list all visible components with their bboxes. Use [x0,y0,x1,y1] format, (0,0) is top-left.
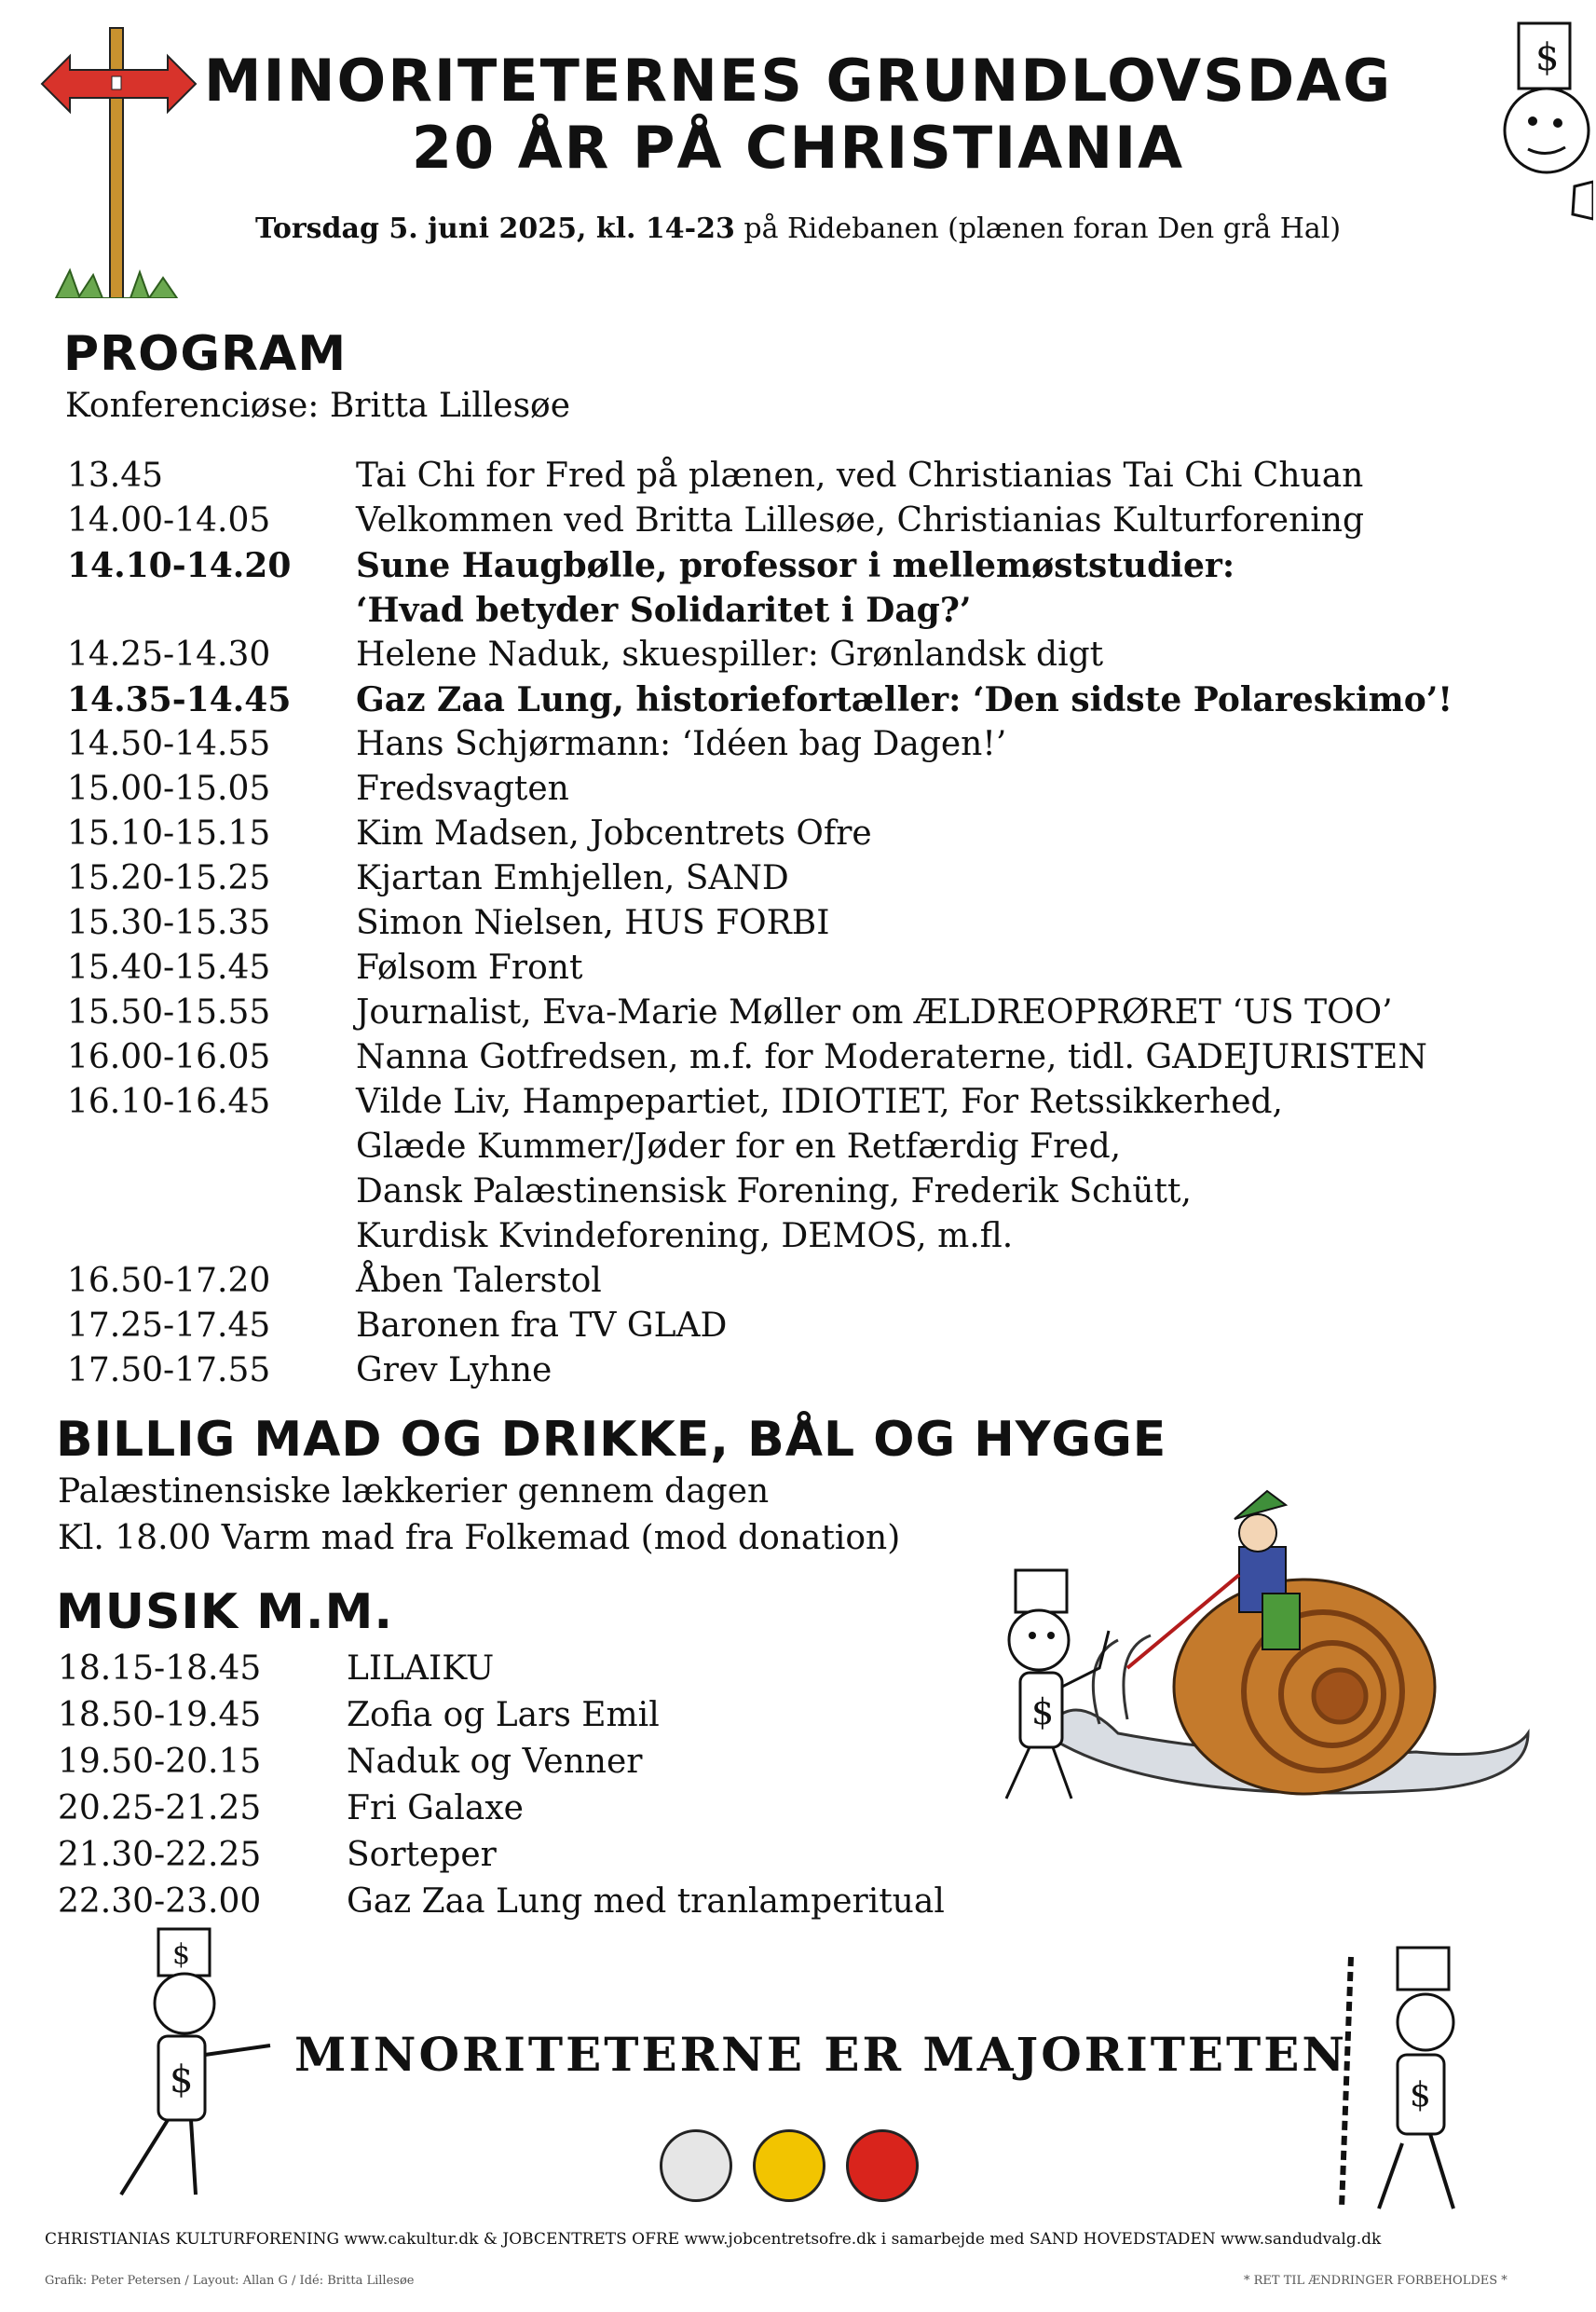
music-row-text: Fri Galaxe [347,1789,524,1827]
program-heading: PROGRAM [63,326,348,382]
program-row-time: 15.50-15.55 [67,993,271,1032]
program-row-text: Kjartan Emhjellen, SAND [356,859,789,897]
footer-disclaimer: * RET TIL ÆNDRINGER FORBEHOLDES * [1244,2274,1507,2288]
music-row-text: Sorteper [347,1836,497,1874]
event-location: på Ridebanen (plænen foran Den grå Hal) [734,212,1342,245]
program-row-text: Velkommen ved Britta Lillesøe, Christianias Kulturforening [356,501,1365,540]
program-host: Konferenciøse: Britta Lillesøe [65,387,571,425]
food-line-2: Kl. 18.00 Varm mad fra Folkemad (mod donation) [58,1519,901,1557]
program-row-text: Gaz Zaa Lung, historiefortæller: ‘Den sidste Polareskimo’! [356,680,1453,719]
program-row-text: Dansk Palæstinensisk Forening, Frederik Schütt, [356,1172,1192,1211]
music-row-time: 19.50-20.15 [58,1743,262,1781]
music-row-text: Gaz Zaa Lung med tranlamperitual [347,1882,945,1921]
program-row-text: Helene Naduk, skuespiller: Grønlandsk digt [356,636,1104,674]
music-row-time: 22.30-23.00 [58,1882,262,1921]
christiania-kulturforening-logo [846,2129,919,2202]
music-row-time: 18.50-19.45 [58,1696,262,1734]
pointing-figure-illustration [56,1924,280,2204]
program-row-text: Kurdisk Kvindeforening, DEMOS, m.fl. [356,1217,1014,1255]
svg-text:$: $ [1031,1691,1055,1732]
svg-text:$: $ [170,2059,194,2101]
program-row-time: 17.50-17.55 [67,1351,271,1389]
program-row-text: Følsom Front [356,949,583,987]
program-row-text: Fredsvagten [356,770,569,808]
program-row-time: 15.20-15.25 [67,859,271,897]
title-line-1: MINORITETERNES GRUNDLOVSDAG [203,47,1393,115]
svg-text:$: $ [1410,2076,1431,2114]
program-row-time: 14.35-14.45 [67,680,292,719]
music-row-text: Naduk og Venner [347,1743,643,1781]
footer-organizers: CHRISTIANIAS KULTURFORENING www.cakultur.dk & JOBCENTRETS OFRE www.jobcentretsofre.dk i samarbejde med SAND HOVEDSTADEN www.sandudvalg.dk [45,2230,1382,2249]
program-row-text: Vilde Liv, Hampepartiet, IDIOTIET, For Retssikkerhed, [356,1083,1283,1121]
music-row-text: LILAIKU [347,1649,495,1688]
program-row-text: Simon Nielsen, HUS FORBI [356,904,830,942]
music-row-time: 21.30-22.25 [58,1836,262,1874]
food-line-1: Palæstinensiske lækkerier gennem dagen [58,1472,770,1511]
program-row-time: 15.10-15.15 [67,814,271,853]
food-heading: BILLIG MAD OG DRIKKE, BÅL OG HYGGE [56,1412,1167,1468]
program-row-text: Hans Schjørmann: ‘Idéen bag Dagen!’ [356,725,1007,763]
program-row-time: 15.30-15.35 [67,904,271,942]
walking-figure-illustration [978,1566,1137,1808]
program-row-time: 13.45 [67,457,164,495]
title-line-2: 20 ÅR PÅ CHRISTIANIA [411,114,1185,182]
program-row-time: 16.50-17.20 [67,1262,271,1300]
svg-text:$: $ [1535,36,1560,79]
footer-credits: Grafik: Peter Petersen / Layout: Allan G / Idé: Britta Lillesøe [45,2274,415,2288]
program-row-time: 14.10-14.20 [67,546,292,585]
program-row-text: Sune Haugbølle, professor i mellemøststudier: [356,546,1235,585]
program-row-time: 15.40-15.45 [67,949,271,987]
event-date-location [0,212,1596,245]
program-row-text: ‘Hvad betyder Solidaritet i Dag?’ [356,591,972,630]
program-row-time: 14.25-14.30 [67,636,271,674]
program-row-time: 16.00-16.05 [67,1038,271,1076]
program-row-time: 17.25-17.45 [67,1306,271,1345]
jobcentrets-ofre-logo [753,2129,825,2202]
program-row-text: Kim Madsen, Jobcentrets Ofre [356,814,872,853]
program-row-text: Tai Chi for Fred på plænen, ved Christianias Tai Chi Chuan [356,457,1364,495]
music-row-time: 20.25-21.25 [58,1789,262,1827]
slogan: MINORITETERNE ER MAJORITETEN [294,2027,1348,2082]
program-row-text: Baronen fra TV GLAD [356,1306,728,1345]
program-row-time: 14.50-14.55 [67,725,271,763]
landsorganisation-logo [660,2129,732,2202]
svg-text:$: $ [172,1938,191,1971]
program-row-text: Åben Talerstol [356,1262,602,1300]
program-row-text: Journalist, Eva-Marie Møller om ÆLDREOPRØRET ‘US TOO’ [356,993,1393,1032]
program-row-time: 15.00-15.05 [67,770,271,808]
event-date: Torsdag 5. juni 2025, kl. 14-23 [254,212,735,245]
program-row-text: Nanna Gotfredsen, m.f. for Moderaterne, tidl. GADEJURISTEN [356,1038,1427,1076]
music-row-text: Zofia og Lars Emil [347,1696,660,1734]
music-row-time: 18.15-18.45 [58,1649,262,1688]
program-row-text: Grev Lyhne [356,1351,552,1389]
program-row-text: Glæde Kummer/Jøder for en Retfærdig Fred, [356,1128,1122,1166]
music-heading: MUSIK M.M. [56,1584,394,1640]
program-row-time: 16.10-16.45 [67,1083,271,1121]
program-row-time: 14.00-14.05 [67,501,271,540]
